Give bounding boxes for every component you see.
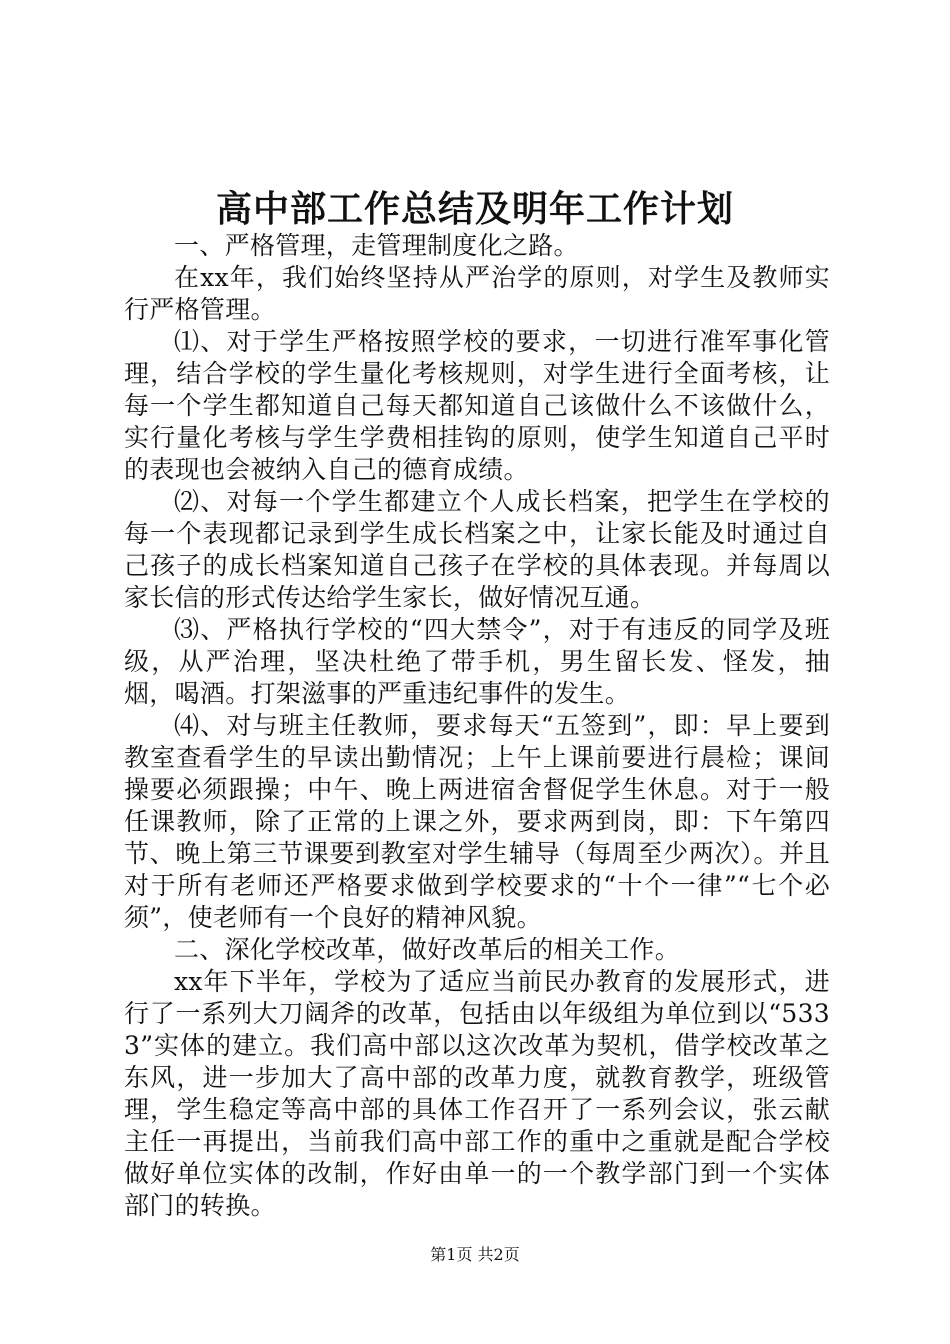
paragraph: xx年下半年，学校为了适应当前民办教育的发展形式，进行了一系列大刀阔斧的改革，包括由以年级组为单位到以“5333”实体的建立。我们高中部以这次改革为契机，借学校改革之东风，进一步加大了高中部的改革力度，就教育教学，班级管理，学生稳定等高中部的具体工作召开了一系列会议，张云献主任一再提出，当前我们高中部工作的重中之重就是配合学校做好单位实体的改制，作好由单一的一个教学部门到一个实体部门的转换。 xyxy=(124,967,830,1220)
section-heading-1: 一、严格管理，走管理制度化之路。 xyxy=(174,231,579,260)
paragraph: ⑷、对与班主任教师，要求每天“五签到”，即：早上要到教室查看学生的早读出勤情况；上午上课前要进行晨检；课间操要必须跟操；中午、晚上两进宿舍督促学生休息。对于一般任课教师，除了正常的上课之外，要求两到岗，即：下午第四节、晚上第三节课要到教室对学生辅导（每周至少两次）。并且对于所有老师还严格要求做到学校要求的“十个一律”“七个必须”，使老师有一个良好的精神风貌。 xyxy=(124,711,830,932)
page-number-footer: 第1页 共2页 xyxy=(430,1245,520,1264)
paragraph: 在xx年，我们始终坚持从严治学的原则，对学生及教师实行严格管理。 xyxy=(124,263,830,324)
paragraph: ⑵、对每一个学生都建立个人成长档案，把学生在学校的每一个表现都记录到学生成长档案之中，让家长能及时通过自己孩子的成长档案知道自己孩子在学校的具体表现。并每周以家长信的形式传达给学生家长，做好情况互通。 xyxy=(124,487,830,612)
paragraph: ⑶、严格执行学校的“四大禁令”，对于有违反的同学及班级，从严治理，坚决杜绝了带手机，男生留长发、怪发，抽烟，喝酒。打架滋事的严重违纪事件的发生。 xyxy=(124,615,830,708)
document-title: 高中部工作总结及明年工作计划 xyxy=(215,188,734,230)
section-heading-2: 二、深化学校改革，做好改革后的相关工作。 xyxy=(174,935,681,964)
document-body xyxy=(124,230,830,1222)
paragraph: ⑴、对于学生严格按照学校的要求，一切进行准军事化管理，结合学校的学生量化考核规则，对学生进行全面考核，让每一个学生都知道自己每天都知道自己该做什么不该做什么，实行量化考核与学生学费相挂钩的原则，使学生知道自己平时的表现也会被纳入自己的德育成绩。 xyxy=(124,327,830,484)
